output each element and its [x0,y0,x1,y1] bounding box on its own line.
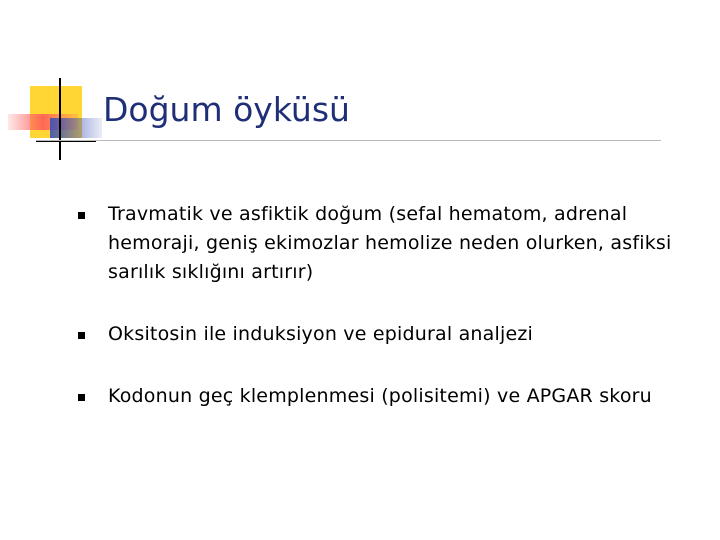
bullet-item [78,320,698,349]
slide-title: Doğum öyküsü [103,90,350,129]
bullet-text: Travmatik ve asfiktik doğum (sefal hematom, adrenal hemoraji, geniş ekimozlar hemolize neden olurken, asfiksi sarılık sıklığını artırır) [108,203,672,283]
bullet-text: Kodonun geç klemplenmesi (polisitemi) ve APGAR skoru [108,385,652,407]
bullet-square-icon [78,212,85,219]
slide-logo-icon [0,0,110,170]
bullet-list [78,200,698,411]
bullet-item [78,382,698,411]
bullet-item [78,200,698,287]
bullet-square-icon [78,394,85,401]
bullet-text: Oksitosin ile induksiyon ve epidural analjezi [108,323,534,345]
bullet-square-icon [78,332,85,339]
title-divider [36,140,661,141]
